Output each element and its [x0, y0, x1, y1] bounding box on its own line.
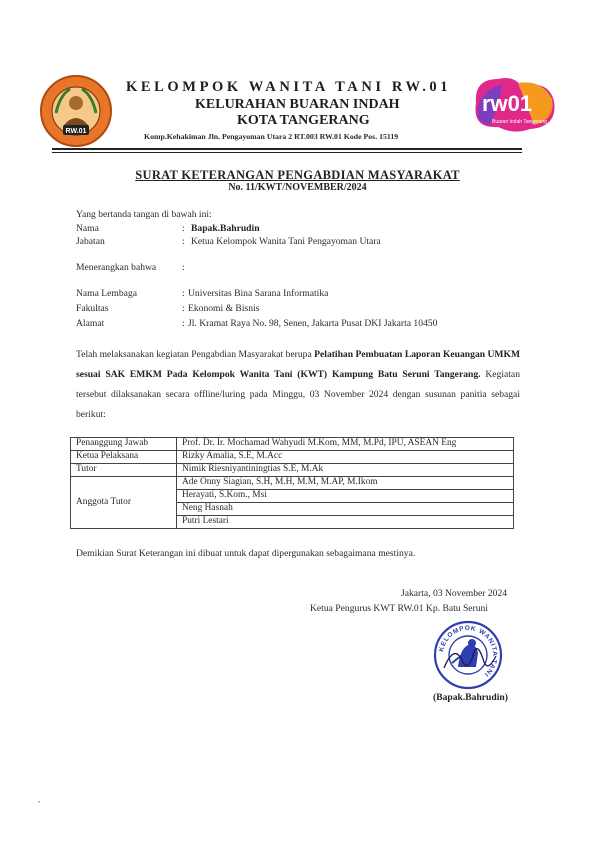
name-cell: Nimik Riesniyantiningtias S.E, M.Ak	[177, 464, 514, 477]
name-cell: Neng Hasnah	[177, 503, 514, 516]
closing-text: Demikian Surat Keterangan ini dibuat untuk dapat dipergunakan sebagaimana mestinya.	[76, 548, 416, 559]
fakultas-colon: :	[182, 303, 185, 314]
alamat-label: Alamat	[76, 318, 105, 329]
nama-colon: :	[182, 223, 185, 234]
name-cell: Herayati, S.Kom., Msi	[177, 490, 514, 503]
body-text-1: Telah melaksanakan kegiatan Pengabdian Masyarakat berupa	[76, 349, 315, 360]
intro-text: Yang bertanda tangan di bawah ini:	[76, 209, 212, 220]
kelurahan: KELURAHAN BUARAN INDAH	[195, 97, 400, 112]
table-row	[71, 451, 514, 464]
role-cell: Anggota Tutor	[71, 477, 177, 529]
nama-label: Nama	[76, 223, 99, 234]
role-cell: Tutor	[71, 464, 177, 477]
signature-scribble	[440, 638, 500, 678]
lembaga-label: Nama Lembaga	[76, 288, 137, 299]
kwt-logo	[38, 73, 114, 149]
fakultas-value: Ekonomi & Bisnis	[188, 303, 260, 314]
table-row	[71, 464, 514, 477]
body-paragraph	[76, 345, 520, 425]
body-text-2: Kegiatan tersebut dilaksanakan secara offline/luring pada Minggu, 03 November 2024 dengan susunan panitia sebagai berikut:	[76, 369, 520, 420]
sign-place-date: Jakarta, 03 November 2024	[401, 588, 508, 599]
kota: KOTA TANGERANG	[237, 113, 370, 128]
scan-mark: •	[38, 800, 41, 806]
role-cell: Penanggung Jawab	[71, 438, 177, 451]
role-cell: Ketua Pelaksana	[71, 451, 177, 464]
svg-text:RW.01: RW.01	[65, 128, 87, 135]
jabatan-colon: :	[182, 236, 185, 247]
header-rule-thin	[52, 152, 522, 153]
name-cell: Ade Onny Siagian, S.H, M.H, M.M, M.AP, M.Ikom	[177, 477, 514, 490]
body-activity-title: Pelatihan Pembuatan Laporan Keuangan UMKM sesuai SAK EMKM Pada Kelompok Wanita Tani (KWT) Kampung Batu Seruni Tangerang.	[76, 349, 520, 380]
signer-name: (Bapak.Bahrudin)	[433, 692, 508, 703]
sign-role: Ketua Pengurus KWT RW.01 Kp. Batu Seruni	[310, 603, 489, 614]
table-row	[71, 477, 514, 490]
table-row	[71, 438, 514, 451]
org-name: KELOMPOK WANITA TANI RW.01	[126, 79, 452, 95]
header-rule-thick	[52, 148, 522, 150]
document-title: SURAT KETERANGAN PENGABDIAN MASYARAKAT	[135, 168, 460, 182]
committee-table	[70, 437, 514, 529]
org-address: Komp.Kehakiman Jln. Pengayoman Utara 2 RT.003 RW.01 Kode Pos. 15119	[144, 132, 399, 141]
jabatan-label: Jabatan	[76, 236, 105, 247]
rw01-logo	[468, 73, 560, 135]
svg-text:rw01: rw01	[482, 91, 533, 116]
name-cell: Putri Lestari	[177, 516, 514, 529]
alamat-colon: :	[182, 318, 185, 329]
lembaga-colon: :	[182, 288, 185, 299]
alamat-value: Jl. Kramat Raya No. 98, Senen, Jakarta Pusat DKI Jakarta 10450	[188, 318, 438, 329]
nama-value: Bapak.Bahrudin	[191, 223, 260, 234]
svg-text:KELOMPOK WANITA TANI: KELOMPOK WANITA TANI	[438, 624, 499, 679]
declares-colon: :	[182, 262, 185, 273]
document-number: No. 11/KWT/NOVEMBER/2024	[228, 182, 367, 193]
lembaga-value: Universitas Bina Sarana Informatika	[188, 288, 329, 299]
name-cell: Prof. Dr. Ir. Mochamad Wahyudi M.Kom, MM, M.Pd, IPU, ASEAN Eng	[177, 438, 514, 451]
svg-text:Buaran Indah Tangerang: Buaran Indah Tangerang	[492, 119, 547, 125]
jabatan-value: Ketua Kelompok Wanita Tani Pengayoman Utara	[191, 236, 381, 247]
declares-text: Menerangkan bahwa	[76, 262, 157, 273]
fakultas-label: Fakultas	[76, 303, 109, 314]
name-cell: Rizky Amalia, S.E, M.Acc	[177, 451, 514, 464]
